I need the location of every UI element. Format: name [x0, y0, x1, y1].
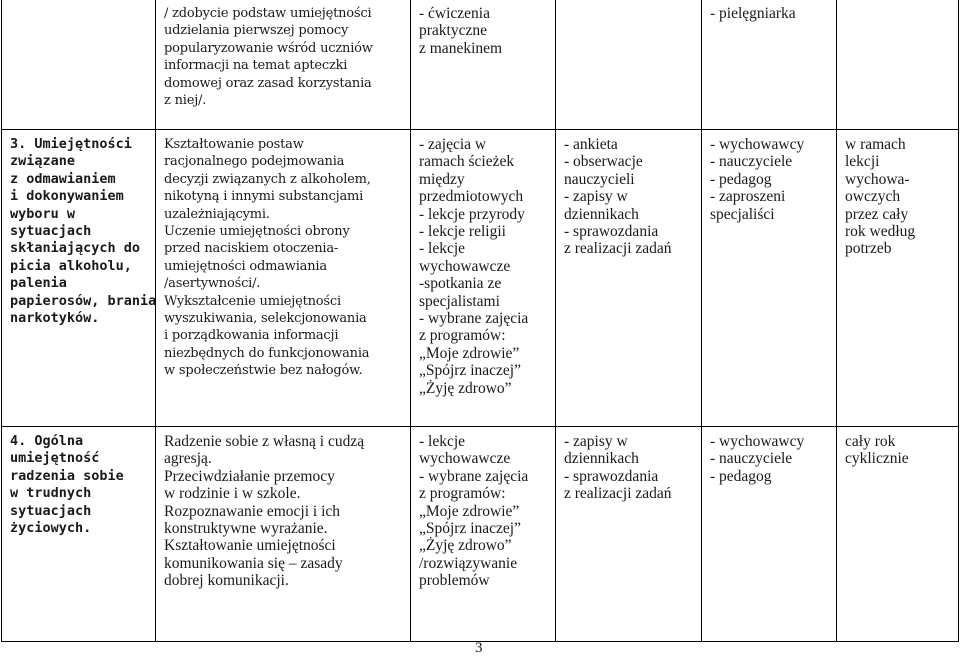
cell-text-line: domowej oraz zasad korzystania: [164, 75, 372, 91]
cell-text-line: „Żyję zdrowo”: [419, 537, 512, 555]
cell-text-line: - ćwiczenia: [419, 5, 490, 22]
cell-text-line: specjalistami: [419, 292, 500, 310]
cell-text-line: z niej/.: [164, 93, 207, 109]
cell-forms: [411, 130, 556, 427]
cell-text-line: - lekcje przyrody: [419, 205, 525, 223]
cell-text-line: /asertywności/.: [164, 276, 261, 292]
cell-timing: [837, 0, 959, 130]
cell-text-line: umiejętności odmawiania: [164, 258, 327, 274]
cell-text-line: - zaproszeni: [710, 188, 786, 206]
program-table: [1, 0, 959, 642]
cell-text-line: wyboru w: [10, 205, 76, 222]
cell-skill: [2, 130, 156, 427]
cell-text-line: lekcji: [845, 153, 880, 171]
cell-text-line: niezbędnych do funkcjonowania: [164, 345, 370, 361]
cell-text-line: Rozpoznawanie emocji i ich: [164, 502, 341, 520]
cell-text-line: cyklicznie: [845, 450, 909, 468]
cell-forms: [411, 0, 556, 130]
cell-text-line: - obserwacje: [564, 153, 643, 171]
cell-text-line: potrzeb: [845, 240, 892, 258]
cell-text-line: palenia: [10, 275, 67, 292]
cell-text-line: „Żyję zdrowo”: [419, 379, 512, 397]
cell-tasks: [156, 427, 411, 642]
cell-text-line: problemów: [419, 572, 490, 590]
cell-responsible: [702, 130, 837, 427]
cell-text-line: dziennikach: [564, 205, 639, 223]
cell-responsible: [702, 0, 837, 130]
cell-text-line: umiejętność: [10, 450, 100, 467]
cell-text-line: specjaliści: [710, 205, 775, 223]
table-row: [2, 130, 959, 427]
cell-text-line: w trudnych: [10, 485, 92, 502]
cell-text-line: dobrej komunikacji.: [164, 572, 289, 590]
cell-text-line: cały rok: [845, 433, 896, 450]
cell-text-line: - lekcje religii: [419, 223, 506, 241]
cell-tasks: [156, 130, 411, 427]
cell-text-line: - nauczyciele: [710, 153, 793, 171]
cell-evaluation: [556, 427, 702, 642]
table-row: [2, 427, 959, 642]
cell-text-line: radzenia sobie: [10, 467, 124, 484]
cell-text-line: / zdobycie podstaw umiejętności: [164, 6, 372, 21]
cell-text-line: przed naciskiem otoczenia-: [164, 241, 339, 257]
cell-text-line: 4. Ogólna: [10, 433, 84, 449]
cell-text-line: konstruktywne wyrażanie.: [164, 520, 328, 538]
cell-text-line: związane: [10, 153, 76, 170]
cell-text-line: Radzenie sobie z własną i cudzą: [164, 433, 365, 450]
cell-forms: [411, 427, 556, 642]
cell-text-line: narkotyków.: [10, 310, 100, 327]
cell-text-line: i porządkowania informacji: [164, 328, 339, 344]
table-row: [2, 0, 959, 130]
cell-text-line: picia alkoholu,: [10, 257, 132, 274]
cell-text-line: ramach ścieżek: [419, 153, 515, 171]
cell-text-line: papierosów, brania: [10, 292, 157, 309]
cell-text-line: z odmawianiem: [10, 170, 116, 187]
cell-text-line: Kształtowanie umiejętności: [164, 537, 336, 555]
cell-text-line: komunikowania się – zasady: [164, 554, 343, 572]
cell-text-line: Przeciwdziałanie przemocy: [164, 467, 335, 485]
cell-text-line: w rodzinie i w szkole.: [164, 485, 301, 503]
cell-text-line: udzielania pierwszej pomocy: [164, 23, 349, 39]
cell-text-line: przedmiotowych: [419, 188, 524, 206]
cell-evaluation: [556, 0, 702, 130]
cell-text-line: sytuacjach: [10, 502, 92, 519]
cell-text-line: i dokonywaniem: [10, 188, 124, 205]
cell-text-line: wyszukiwania, selekcjonowania: [164, 311, 367, 327]
cell-text-line: wychowawcze: [419, 257, 511, 275]
cell-text-line: - sprawozdania: [564, 467, 659, 485]
cell-text-line: przez cały: [845, 205, 909, 223]
cell-text-line: - ankieta: [564, 136, 618, 153]
cell-skill: [2, 427, 156, 642]
cell-text-line: -spotkania ze: [419, 275, 502, 293]
cell-text-line: „Spójrz inaczej”: [419, 520, 521, 538]
cell-text-line: z programów:: [419, 327, 506, 345]
page-number: 3: [475, 640, 483, 656]
cell-text-line: w społeczeństwie bez nałogów.: [164, 363, 363, 379]
cell-text-line: - lekcje: [419, 240, 466, 258]
cell-text-line: Kształtowanie postaw: [164, 137, 304, 152]
cell-text-line: - nauczyciele: [710, 450, 793, 468]
cell-text-line: wychowa-: [845, 170, 910, 188]
cell-text-line: - lekcje: [419, 433, 466, 450]
cell-text-line: z realizacji zadań: [564, 240, 672, 258]
cell-timing: [837, 427, 959, 642]
cell-text-line: racjonalnego podejmowania: [164, 154, 345, 170]
cell-text-line: popularyzowanie wśród uczniów: [164, 40, 373, 56]
cell-text-line: informacji na temat apteczki: [164, 58, 348, 74]
cell-text-line: sytuacjach: [10, 223, 92, 240]
cell-text-line: - pedagog: [710, 467, 772, 485]
cell-text-line: praktyczne: [419, 22, 487, 40]
cell-text-line: - zajęcia w: [419, 136, 487, 153]
cell-text-line: - pedagog: [710, 170, 772, 188]
cell-text-line: „Moje zdrowie”: [419, 502, 520, 520]
cell-text-line: - wybrane zajęcia: [419, 467, 529, 485]
cell-text-line: Uczenie umiejętności obrony: [164, 224, 350, 240]
cell-text-line: między: [419, 170, 465, 188]
cell-text-line: z programów:: [419, 485, 506, 503]
cell-timing: [837, 130, 959, 427]
cell-text-line: - zapisy w: [564, 433, 628, 450]
cell-text-line: - wychowawcy: [710, 433, 805, 450]
cell-text-line: - pielęgniarka: [710, 5, 796, 22]
cell-text-line: uzależniającymi.: [164, 206, 270, 222]
cell-text-line: skłaniających do: [10, 240, 141, 257]
cell-text-line: dziennikach: [564, 450, 639, 468]
cell-text-line: - wybrane zajęcia: [419, 310, 529, 328]
cell-text-line: z manekinem: [419, 39, 503, 57]
cell-text-line: nauczycieli: [564, 170, 635, 188]
cell-text-line: - sprawozdania: [564, 223, 659, 241]
cell-text-line: 3. Umiejętności: [10, 136, 132, 152]
cell-skill: [2, 0, 156, 130]
cell-responsible: [702, 427, 837, 642]
cell-text-line: z realizacji zadań: [564, 485, 672, 503]
cell-text-line: życiowych.: [10, 520, 92, 537]
cell-text-line: - wychowawcy: [710, 136, 805, 153]
cell-text-line: w ramach: [845, 136, 906, 153]
cell-text-line: agresją.: [164, 450, 212, 468]
cell-text-line: „Moje zdrowie”: [419, 344, 520, 362]
cell-text-line: owczych: [845, 188, 901, 206]
cell-text-line: „Spójrz inaczej”: [419, 362, 521, 380]
cell-tasks: [156, 0, 411, 130]
cell-text-line: decyzji związanych z alkoholem,: [164, 171, 371, 187]
cell-text-line: rok według: [845, 223, 916, 241]
cell-text-line: - zapisy w: [564, 188, 628, 206]
cell-text-line: nikotyną i innymi substancjami: [164, 189, 364, 205]
cell-text-line: wychowawcze: [419, 450, 511, 468]
cell-evaluation: [556, 130, 702, 427]
cell-text-line: Wykształcenie umiejętności: [164, 293, 341, 309]
cell-text-line: /rozwiązywanie: [419, 554, 518, 572]
